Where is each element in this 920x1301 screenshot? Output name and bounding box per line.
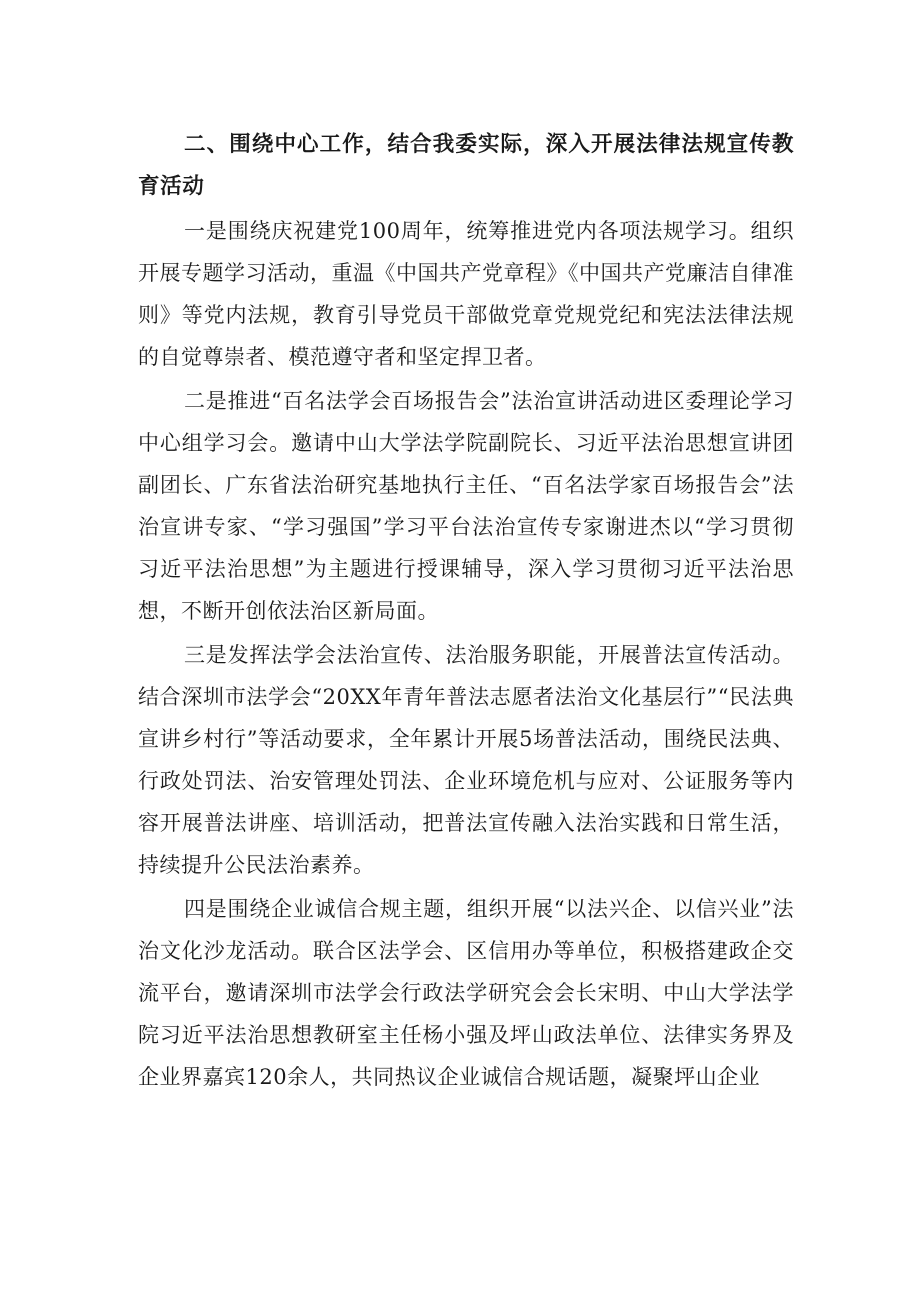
paragraph-3: 三是发挥法学会法治宣传、法治服务职能，开展普法宣传活动。结合深圳市法学会“20XX年青年普法志愿者法治文化基层行”“民法典宣讲乡村行”等活动要求，全年累计开展5场普法活动，围绕民法典、行政处罚法、治安管理处罚法、企业环境危机与应对、公证服务等内容开展普法讲座、培训活动，把普法宣传融入法治实践和日常生活，持续提升公民法治素养。 bbox=[138, 643, 794, 877]
paragraph-1: 一是围绕庆祝建党100周年，统筹推进党内各项法规学习。组织开展专题学习活动，重温《中国共产党章程》《中国共产党廉洁自律准则》等党内法规，教育引导党员干部做党章党规党纪和宪法法律法规的自觉尊崇者、模范遵守者和坚定捍卫者。 bbox=[138, 219, 794, 369]
paragraph-4: 四是围绕企业诚信合规主题，组织开展“以法兴企、以信兴业”法治文化沙龙活动。联合区法学会、区信用办等单位，积极搭建政企交流平台，邀请深圳市法学会行政法学研究会会长宋明、中山大学法学院习近平法治思想教研室主任杨小强及坪山政法单位、法律实务界及企业界嘉宾120余人，共同热议企业诚信合规话题，凝聚坪山企业 bbox=[138, 897, 794, 1089]
paragraph-2: 二是推进“百名法学会百场报告会”法治宣讲活动进区委理论学习中心组学习会。邀请中山大学法学院副院长、习近平法治思想宣讲团副团长、广东省法治研究基地执行主任、“百名法学家百场报告会”法治宣讲专家、“学习强国”学习平台法治宣传专家谢进杰以“学习贯彻习近平法治思想”为主题进行授课辅导，深入学习贯彻习近平法治思想，不断开创依法治区新局面。 bbox=[138, 389, 794, 623]
section-heading: 二、围绕中心工作，结合我委实际，深入开展法律法规宣传教育活动 bbox=[138, 132, 794, 199]
document-body bbox=[138, 124, 794, 1098]
